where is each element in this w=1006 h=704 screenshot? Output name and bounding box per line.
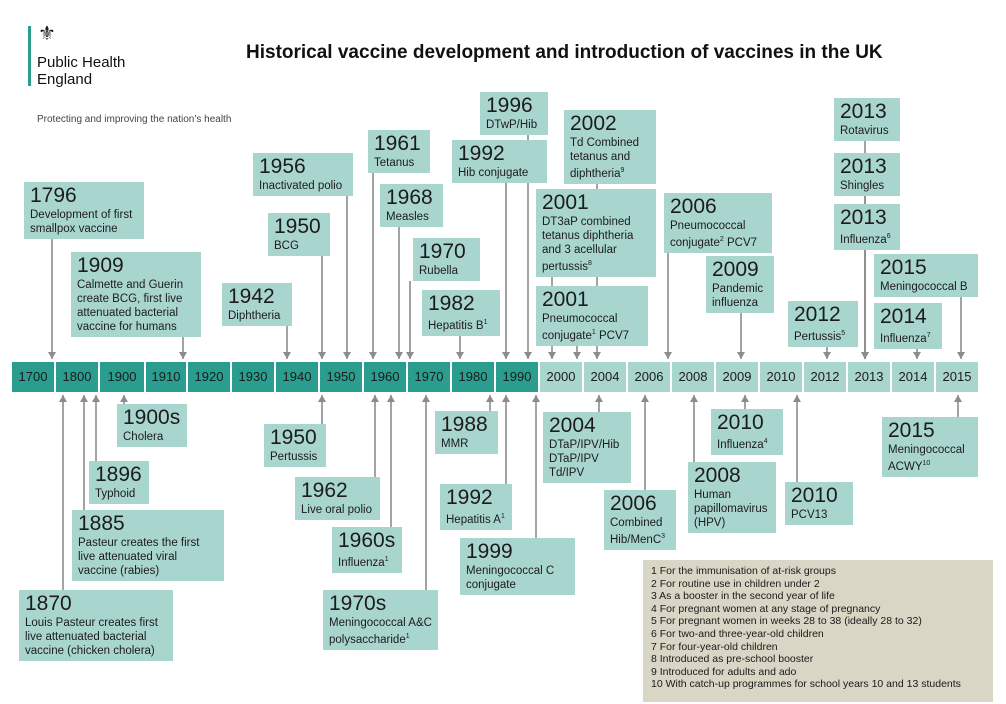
event-description: Inactivated polio: [259, 180, 343, 192]
event-box-events_above: [874, 303, 942, 349]
event-year: 1909: [77, 254, 124, 277]
event-year: 2002: [570, 112, 617, 135]
event-above-1996-arrow-icon: [524, 352, 532, 359]
event-description: Cholera: [123, 431, 164, 443]
footnote-ref: 4: [763, 438, 768, 445]
timeline-bar: [12, 362, 978, 392]
event-year: 2013: [840, 155, 887, 178]
event-year: 2006: [670, 195, 717, 218]
event-description: Influenza$^6$: [840, 233, 891, 246]
event-year: 2015: [880, 256, 927, 279]
footnote-item: 4 For pregnant women at any stage of pregnancy: [651, 602, 881, 615]
footnote-item: 9 Introduced for adults and ado: [651, 665, 797, 678]
footnotes-panel: [643, 560, 993, 702]
event-description: Shingles: [840, 180, 885, 192]
event-box-events_below: [435, 411, 498, 454]
event-box-events_above: [564, 110, 656, 184]
event-description: Louis Pasteur creates first live attenuated bacterial vaccine (chicken cholera): [25, 617, 158, 657]
event-above-1982-arrow-icon: [456, 352, 464, 359]
event-description: BCG: [274, 240, 299, 252]
event-description: Typhoid: [95, 488, 136, 500]
event-description: Rotavirus: [840, 125, 889, 137]
event-box-events_below: [72, 510, 224, 581]
event-description: Tetanus: [374, 157, 415, 169]
footnote-ref: 6: [886, 233, 891, 240]
event-description: Pneumococcal conjugate$^2$ PCV7: [670, 220, 758, 249]
royal-crest-icon: ⚜: [38, 23, 56, 45]
event-description: Influenza$^4$: [717, 438, 768, 451]
event-below-1900s-arrow-icon: [120, 395, 128, 402]
footnote-ref: 1: [384, 556, 389, 563]
event-above-2015-arrow-icon: [957, 352, 965, 359]
event-below-1970s-arrow-icon: [422, 395, 430, 402]
event-year: 1950: [270, 426, 317, 449]
event-description: Td Combined tetanus and diphtheria$^9$: [570, 137, 640, 180]
event-description: Pertussis: [270, 451, 318, 463]
event-year: 2001: [542, 191, 589, 214]
timeline-year-1920: 1920: [188, 362, 232, 392]
event-below-1962-arrow-icon: [371, 395, 379, 402]
footnote-ref: 5: [841, 330, 846, 337]
event-box-events_below: [295, 477, 380, 520]
event-box-events_above: [222, 283, 292, 326]
event-box-events_below: [711, 409, 783, 455]
event-year: 2012: [794, 303, 841, 326]
event-description: DT3aP combined tetanus diphtheria and 3 acellular pertussis$^8$: [542, 216, 634, 273]
footnote-item: 1 For the immunisation of at-risk groups: [651, 565, 836, 577]
event-above-2014-arrow-icon: [913, 352, 921, 359]
event-description: Influenza$^1$: [338, 556, 389, 569]
event-below-1992-arrow-icon: [502, 395, 510, 402]
event-box-events_above: [380, 184, 443, 227]
event-box-events_above: [480, 92, 548, 135]
event-description: DTwP/Hib: [486, 119, 538, 131]
event-above-1956-arrow-icon: [343, 352, 351, 359]
event-year: 2006: [610, 492, 657, 515]
event-above-2013-arrow-icon: [861, 352, 869, 359]
event-description: Meningococcal C conjugate: [466, 565, 555, 591]
timeline-year-2013: 2013: [848, 362, 892, 392]
event-description: Meningococcal B: [880, 281, 968, 293]
timeline-year-1700: 1700: [12, 362, 56, 392]
timeline-year-2006: 2006: [628, 362, 672, 392]
event-above-2013-arrow-icon: [861, 352, 869, 359]
event-above-2006-arrow-icon: [664, 352, 672, 359]
event-below-1870-arrow-icon: [59, 395, 67, 402]
event-below-2010-arrow-icon: [793, 395, 801, 402]
footnote-item: 5 For pregnant women in weeks 28 to 38 (ideally 28 to 32): [651, 615, 922, 628]
event-above-1970-arrow-icon: [406, 352, 414, 359]
event-year: 2009: [712, 258, 759, 281]
timeline-year-2000: 2000: [540, 362, 584, 392]
event-box-events_above: [413, 238, 480, 281]
event-box-events_above: [71, 252, 201, 337]
timeline-year-2009: 2009: [716, 362, 760, 392]
event-box-events_below: [460, 538, 575, 595]
footnote-item: 3 As a booster in the second year of life: [651, 590, 835, 603]
footnote-ref: 2: [719, 236, 724, 243]
footnote-item: 7 For four-year-old children: [651, 640, 778, 653]
event-box-events_above: [788, 301, 858, 347]
event-year: 2001: [542, 288, 589, 311]
event-description: Measles: [386, 211, 429, 223]
brand-stripe: [28, 26, 31, 86]
event-above-2001-arrow-icon: [548, 352, 556, 359]
event-year: 1960s: [338, 529, 396, 552]
event-box-events_below: [882, 417, 978, 477]
event-above-2013-arrow-icon: [861, 352, 869, 359]
event-description: Human papillomavirus (HPV): [694, 489, 768, 529]
footnote-ref: 7: [926, 332, 931, 339]
footnote-ref: 3: [661, 533, 666, 540]
event-box-events_below: [332, 527, 402, 573]
event-description: DTaP/IPV/Hib DTaP/IPV Td/IPV: [549, 439, 620, 479]
event-year: 1968: [386, 186, 433, 209]
timeline-year-2014: 2014: [892, 362, 936, 392]
event-year: 1970: [419, 240, 466, 263]
event-above-1992-arrow-icon: [502, 352, 510, 359]
event-box-events_above: [422, 290, 500, 336]
event-below-1896-arrow-icon: [92, 395, 100, 402]
event-box-events_above: [268, 213, 330, 256]
event-box-events_below: [264, 424, 326, 467]
footnote-ref: 9: [620, 167, 625, 174]
event-box-events_below: [543, 412, 631, 483]
event-year: 1996: [486, 94, 533, 117]
event-year: 1962: [301, 479, 348, 502]
event-box-events_above: [536, 189, 656, 277]
event-box-events_above: [536, 286, 648, 346]
timeline-year-1940: 1940: [276, 362, 320, 392]
event-description: MMR: [441, 438, 469, 450]
footnote-ref: 1: [591, 329, 596, 336]
footnote-item: 6 For two-and three-year-old children: [651, 627, 824, 640]
event-below-1885-arrow-icon: [80, 395, 88, 402]
timeline-year-1980: 1980: [452, 362, 496, 392]
event-below-2008-arrow-icon: [690, 395, 698, 402]
event-description: Live oral polio: [301, 504, 372, 516]
event-below-1999-arrow-icon: [532, 395, 540, 402]
event-box-events_above: [834, 204, 900, 250]
timeline-year-1950: 1950: [320, 362, 364, 392]
event-description: Hepatitis $B^1$: [428, 319, 488, 332]
event-description: Rubella: [419, 265, 458, 277]
footnote-ref: 10: [922, 460, 931, 467]
timeline-year-1960: 1960: [364, 362, 408, 392]
event-year: 1970s: [329, 592, 387, 615]
event-year: 1982: [428, 292, 475, 315]
event-year: 1885: [78, 512, 125, 535]
event-description: Influenza$^7$: [880, 332, 931, 345]
event-box-events_above: [452, 140, 547, 183]
event-below-2006-arrow-icon: [641, 395, 649, 402]
timeline-year-2008: 2008: [672, 362, 716, 392]
event-above-1961-arrow-icon: [369, 352, 377, 359]
event-box-events_above: [874, 254, 978, 297]
event-description: Combined Hib/MenC$^3$: [610, 517, 666, 546]
event-below-1960s-arrow-icon: [387, 395, 395, 402]
tagline: Protecting and improving the nation’s health: [37, 114, 232, 125]
footnote-item: 10 With catch-up programmes for school years 10 and 13 students: [651, 678, 961, 691]
event-box-events_above: [24, 182, 144, 239]
event-year: 2010: [791, 484, 838, 507]
event-box-events_below: [440, 484, 512, 530]
event-year: 2013: [840, 100, 887, 123]
event-year: 2014: [880, 305, 927, 328]
event-description: Hib conjugate: [458, 167, 529, 179]
event-year: 1999: [466, 540, 513, 563]
event-above-1796-arrow-icon: [48, 352, 56, 359]
timeline-year-2012: 2012: [804, 362, 848, 392]
event-box-events_below: [323, 590, 438, 650]
event-below-1950-arrow-icon: [318, 395, 326, 402]
event-box-events_below: [19, 590, 173, 661]
event-above-2009-arrow-icon: [737, 352, 745, 359]
event-description: Meningococcal A&C polysaccharide$^1$: [329, 617, 432, 646]
timeline-year-1930: 1930: [232, 362, 276, 392]
event-year: 1992: [458, 142, 505, 165]
event-box-events_below: [89, 461, 149, 504]
event-above-1909-arrow-icon: [179, 352, 187, 359]
timeline-year-2015: 2015: [936, 362, 978, 392]
org-line-2: England: [37, 71, 93, 88]
event-description: Pneumococcal conjugate$^1$ PCV7: [542, 313, 630, 342]
timeline-year-1800: 1800: [56, 362, 100, 392]
event-year: 1992: [446, 486, 493, 509]
event-box-events_below: [117, 404, 187, 447]
footnote-item: 2 For routine use in children under 2: [651, 577, 820, 590]
event-box-events_above: [834, 153, 900, 196]
event-description: Pertussis$^5$: [794, 330, 846, 343]
event-description: Calmette and Guerin create BCG, first live attenuated bacterial vaccine for humans: [77, 279, 184, 333]
timeline-year-1910: 1910: [146, 362, 188, 392]
footnote-ref: 8: [588, 260, 592, 267]
event-above-2012-arrow-icon: [823, 352, 831, 359]
timeline-year-1970: 1970: [408, 362, 452, 392]
event-box-events_above: [368, 130, 430, 173]
event-box-events_above: [253, 153, 353, 196]
event-above-2001-arrow-icon: [573, 352, 581, 359]
event-year: 1870: [25, 592, 72, 615]
event-year: 2013: [840, 206, 887, 229]
org-line-1: Public Health: [37, 54, 126, 71]
footnote-ref: 1: [500, 513, 505, 520]
event-box-events_above: [664, 193, 772, 253]
event-year: 2004: [549, 414, 596, 437]
event-below-1988-arrow-icon: [486, 395, 494, 402]
event-below-2015-arrow-icon: [954, 395, 962, 402]
timeline-year-1900: 1900: [100, 362, 146, 392]
event-year: 2015: [888, 419, 935, 442]
event-year: 1961: [374, 132, 421, 155]
event-year: 1950: [274, 215, 321, 238]
event-description: Diphtheria: [228, 310, 281, 322]
event-box-events_above: [706, 256, 774, 313]
org-name: [37, 54, 177, 88]
event-above-1942-arrow-icon: [283, 352, 291, 359]
footnote-ref: 1: [405, 633, 410, 640]
event-below-2010-arrow-icon: [741, 395, 749, 402]
event-year: 1900s: [123, 406, 181, 429]
event-box-events_below: [604, 490, 676, 550]
timeline-year-1990: 1990: [496, 362, 540, 392]
event-year: 1942: [228, 285, 275, 308]
timeline-year-2004: 2004: [584, 362, 628, 392]
event-box-events_below: [688, 462, 776, 533]
event-description: Meningococcal ACWY$^{10}$: [888, 444, 965, 473]
event-description: Hepatitis $A^1$: [446, 513, 505, 526]
event-description: PCV13: [791, 509, 828, 521]
event-above-2002-arrow-icon: [593, 352, 601, 359]
event-box-events_above: [834, 98, 900, 141]
event-year: 1988: [441, 413, 488, 436]
footnote-ref: 1: [483, 319, 488, 326]
timeline-year-2010: 2010: [760, 362, 804, 392]
page-title: Historical vaccine development and introduction of vaccines in the UK: [246, 42, 883, 63]
event-above-1968-arrow-icon: [395, 352, 403, 359]
event-year: 2008: [694, 464, 741, 487]
event-year: 1896: [95, 463, 142, 486]
event-below-2004-arrow-icon: [595, 395, 603, 402]
event-above-1950-arrow-icon: [318, 352, 326, 359]
footnote-item: 8 Introduced as pre-school booster: [651, 653, 814, 666]
event-description: Development of first smallpox vaccine: [30, 209, 133, 235]
event-description: Pasteur creates the first live attenuated viral vaccine (rabies): [78, 537, 200, 577]
event-description: Pandemic influenza: [712, 283, 764, 309]
event-year: 1956: [259, 155, 306, 178]
event-year: 1796: [30, 184, 77, 207]
event-box-events_below: [785, 482, 853, 525]
event-year: 2010: [717, 411, 764, 434]
